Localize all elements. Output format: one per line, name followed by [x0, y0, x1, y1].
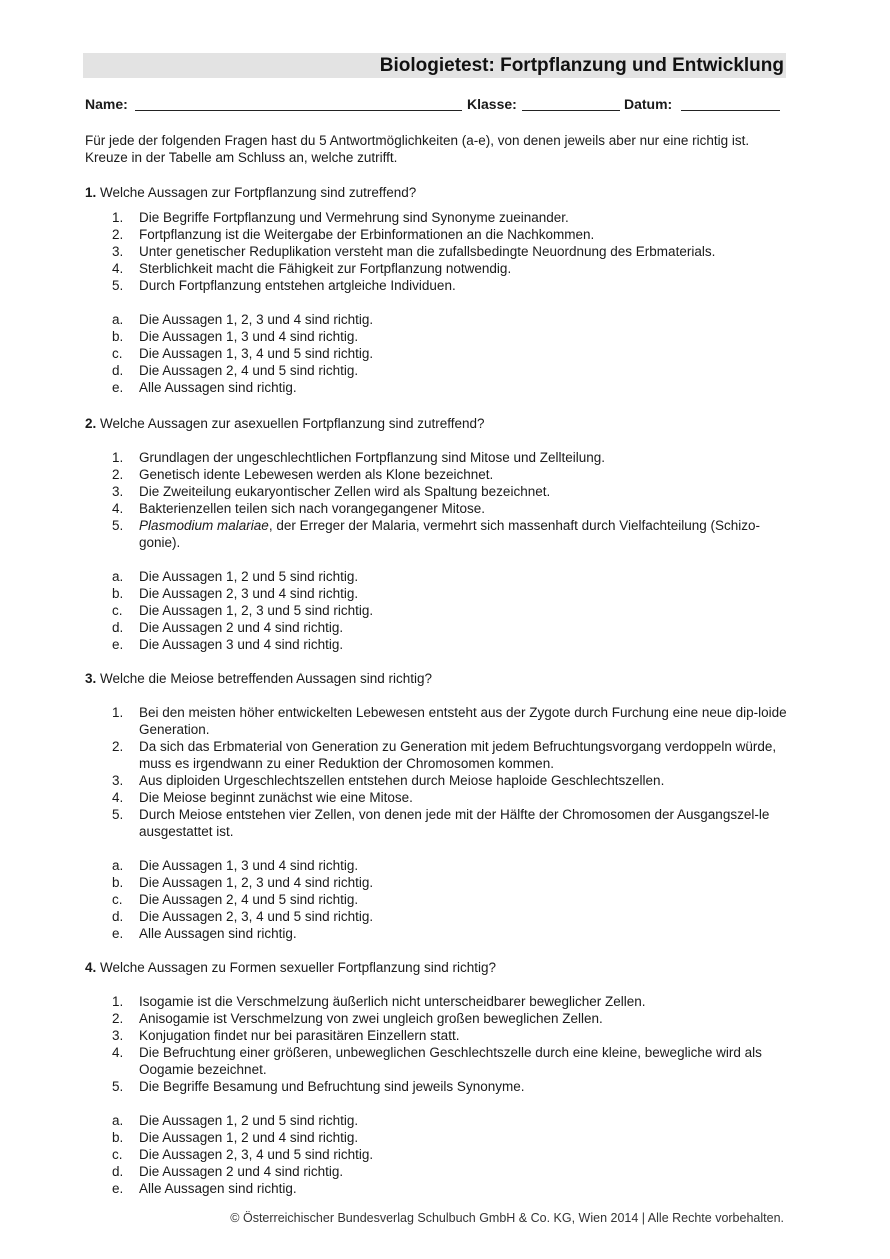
statement-item [112, 1010, 787, 1027]
option-item [112, 636, 787, 653]
statement-marker: 1. [112, 450, 124, 465]
statement-marker: 5. [112, 807, 124, 822]
option-item [112, 311, 787, 328]
statement-marker: 2. [112, 227, 124, 242]
copyright-footer: © Österreichischer Bundesverlag Schulbuch GmbH & Co. KG, Wien 2014 | Alle Rechte vorbehalten. [230, 1211, 784, 1225]
statement-text: Konjugation findet nur bei parasitären Einzellern statt. [139, 1028, 460, 1043]
statement-item [112, 1027, 787, 1044]
option-text: Die Aussagen 2, 3, 4 und 5 sind richtig. [139, 1147, 374, 1162]
statement-marker: 1. [112, 210, 124, 225]
option-item [112, 1146, 787, 1163]
option-text: Die Aussagen 1, 3 und 4 sind richtig. [139, 858, 359, 873]
option-marker: d. [112, 620, 124, 635]
question-number: 3. [85, 671, 97, 686]
statement-text: Genetisch idente Lebewesen werden als Klone bezeichnet. [139, 467, 494, 482]
option-marker: b. [112, 586, 124, 601]
question-heading [85, 415, 790, 432]
statement-item [112, 243, 787, 260]
statement-text: Grundlagen der ungeschlechtlichen Fortpflanzung sind Mitose und Zellteilung. [139, 450, 606, 465]
statement-text: Anisogamie ist Verschmelzung von zwei ungleich großen beweglichen Zellen. [139, 1011, 603, 1026]
student-fields [85, 94, 785, 114]
question-heading [85, 959, 790, 976]
option-text: Die Aussagen 3 und 4 sind richtig. [139, 637, 344, 652]
statement-item [112, 500, 787, 517]
question-1 [85, 184, 790, 396]
name-field[interactable] [135, 110, 462, 111]
statement-text: Aus diploiden Urgeschlechtszellen entstehen durch Meiose haploide Geschlechtszellen. [139, 773, 665, 788]
statement-text: Sterblichkeit macht die Fähigkeit zur Fortpflanzung notwendig. [139, 261, 512, 276]
option-marker: a. [112, 1113, 124, 1128]
option-text: Die Aussagen 2, 3, 4 und 5 sind richtig. [139, 909, 374, 924]
statement-item [112, 738, 787, 772]
option-marker: d. [112, 363, 124, 378]
statement-marker: 1. [112, 994, 124, 1009]
option-text: Die Aussagen 1, 3 und 4 sind richtig. [139, 329, 359, 344]
name-label: Name: [85, 96, 128, 112]
date-label: Datum: [624, 96, 673, 112]
statement-marker: 2. [112, 467, 124, 482]
option-item [112, 874, 787, 891]
class-label: Klasse: [467, 96, 517, 112]
statement-text: Unter genetischer Reduplikation versteht man die zufallsbedingte Neuordnung des Erbmaterials. [139, 244, 716, 259]
option-list [112, 857, 787, 942]
statement-marker: 1. [112, 705, 124, 720]
statement-text: Durch Fortpflanzung entstehen artgleiche Individuen. [139, 278, 456, 293]
option-text: Die Aussagen 2 und 4 sind richtig. [139, 620, 344, 635]
statement-item [112, 226, 787, 243]
option-list [112, 1112, 787, 1197]
option-item [112, 328, 787, 345]
statement-marker: 5. [112, 278, 124, 293]
question-number: 4. [85, 960, 97, 975]
statement-item [112, 806, 787, 840]
question-text: Welche Aussagen zu Formen sexueller Fortpflanzung sind richtig? [100, 960, 496, 975]
statement-text: Die Meiose beginnt zunächst wie eine Mitose. [139, 790, 413, 805]
statement-list [112, 449, 787, 551]
option-text: Die Aussagen 1, 2, 3 und 4 sind richtig. [139, 875, 374, 890]
statement-marker: 2. [112, 739, 124, 754]
option-item [112, 619, 787, 636]
option-marker: c. [112, 603, 123, 618]
statement-item [112, 260, 787, 277]
option-item [112, 568, 787, 585]
date-field[interactable] [681, 110, 780, 111]
statement-marker: 3. [112, 1028, 124, 1043]
statement-marker: 4. [112, 790, 124, 805]
statement-item [112, 1044, 787, 1078]
question-heading [85, 670, 790, 687]
statement-item [112, 277, 787, 294]
statement-text: Bakterienzellen teilen sich nach vorangegangener Mitose. [139, 501, 485, 516]
option-item [112, 1180, 787, 1197]
option-list [112, 568, 787, 653]
option-text: Die Aussagen 2 und 4 sind richtig. [139, 1164, 344, 1179]
statement-marker: 3. [112, 244, 124, 259]
option-marker: d. [112, 1164, 124, 1179]
statement-text: Die Begriffe Besamung und Befruchtung sind jeweils Synonyme. [139, 1079, 525, 1094]
statement-item [112, 1078, 787, 1095]
option-item [112, 379, 787, 396]
statement-item [112, 483, 787, 500]
statement-marker: 2. [112, 1011, 124, 1026]
statement-item [112, 704, 787, 738]
instructions: Für jede der folgenden Fragen hast du 5 Antwortmöglichkeiten (a-e), von denen jeweils aber nur eine richtig ist. Kreuze in der Tabelle am Schluss an, welche zutrifft. [85, 133, 750, 165]
question-number: 1. [85, 185, 97, 200]
statement-item [112, 772, 787, 789]
statement-list [112, 993, 787, 1095]
statement-text: Bei den meisten höher entwickelten Lebewesen entsteht aus der Zygote durch Furchung eine neue dip-loide Generation. [139, 705, 787, 737]
statement-marker: 4. [112, 261, 124, 276]
option-item [112, 602, 787, 619]
statement-list [112, 704, 787, 840]
page-title: Biologietest: Fortpflanzung und Entwicklung [379, 55, 784, 76]
statement-text: Die Befruchtung einer größeren, unbeweglichen Geschlechtszelle durch eine kleine, bewegliche wird als Oogamie bezeichnet. [139, 1045, 762, 1077]
option-marker: a. [112, 569, 124, 584]
option-text: Die Aussagen 1, 2 und 4 sind richtig. [139, 1130, 359, 1145]
option-marker: e. [112, 380, 124, 395]
option-text: Die Aussagen 1, 2 und 5 sind richtig. [139, 569, 359, 584]
option-text: Die Aussagen 1, 2, 3 und 4 sind richtig. [139, 312, 374, 327]
option-text: Alle Aussagen sind richtig. [139, 380, 297, 395]
option-item [112, 908, 787, 925]
statement-text: Da sich das Erbmaterial von Generation zu Generation mit jedem Befruchtungsvorgang verdoppeln würde, muss es irgendwann zu einer Reduktion der Chromosomen kommen. [139, 739, 777, 771]
option-item [112, 585, 787, 602]
option-item [112, 925, 787, 942]
option-marker: c. [112, 346, 123, 361]
statement-text: Isogamie ist die Verschmelzung äußerlich nicht unterscheidbarer beweglicher Zellen. [139, 994, 646, 1009]
statement-item [112, 517, 787, 551]
statement-text: Durch Meiose entstehen vier Zellen, von denen jede mit der Hälfte der Chromosomen der Ausgangszel-le ausgestattet ist. [139, 807, 770, 839]
option-item [112, 1163, 787, 1180]
title-bar [83, 53, 786, 78]
option-text: Die Aussagen 1, 3, 4 und 5 sind richtig. [139, 346, 374, 361]
option-text: Die Aussagen 1, 2 und 5 sind richtig. [139, 1113, 359, 1128]
statement-item [112, 449, 787, 466]
statement-list [112, 209, 787, 294]
statement-text: Fortpflanzung ist die Weitergabe der Erbinformationen an die Nachkommen. [139, 227, 595, 242]
question-4 [85, 959, 790, 1197]
statement-marker: 4. [112, 1045, 124, 1060]
option-marker: a. [112, 312, 124, 327]
statement-marker: 3. [112, 484, 124, 499]
question-text: Welche Aussagen zur asexuellen Fortpflanzung sind zutreffend? [100, 416, 485, 431]
statement-text: , der Erreger der Malaria, vermehrt sich massenhaft durch Vielfachteilung (Schizo-gonie). [139, 518, 761, 550]
option-text: Die Aussagen 2, 4 und 5 sind richtig. [139, 892, 359, 907]
question-3 [85, 670, 790, 942]
statement-item [112, 466, 787, 483]
option-text: Alle Aussagen sind richtig. [139, 1181, 297, 1196]
option-item [112, 362, 787, 379]
statement-marker: 4. [112, 501, 124, 516]
option-text: Alle Aussagen sind richtig. [139, 926, 297, 941]
option-marker: b. [112, 1130, 124, 1145]
statement-marker: 5. [112, 1079, 124, 1094]
question-2 [85, 415, 790, 653]
option-marker: c. [112, 1147, 123, 1162]
option-marker: b. [112, 875, 124, 890]
statement-text: Die Begriffe Fortpflanzung und Vermehrung sind Synonyme zueinander. [139, 210, 569, 225]
option-item [112, 1129, 787, 1146]
option-text: Die Aussagen 2, 4 und 5 sind richtig. [139, 363, 359, 378]
statement-marker: 5. [112, 518, 124, 533]
option-marker: e. [112, 1181, 124, 1196]
option-marker: c. [112, 892, 123, 907]
option-item [112, 1112, 787, 1129]
option-text: Die Aussagen 2, 3 und 4 sind richtig. [139, 586, 359, 601]
option-marker: e. [112, 637, 124, 652]
option-item [112, 345, 787, 362]
species-name: Plasmodium malariae [139, 518, 269, 533]
option-text: Die Aussagen 1, 2, 3 und 5 sind richtig. [139, 603, 374, 618]
statement-item [112, 209, 787, 226]
statement-marker: 3. [112, 773, 124, 788]
option-marker: b. [112, 329, 124, 344]
statement-item [112, 789, 787, 806]
option-marker: d. [112, 909, 124, 924]
option-marker: e. [112, 926, 124, 941]
class-field[interactable] [522, 110, 620, 111]
option-item [112, 857, 787, 874]
option-list [112, 311, 787, 396]
option-marker: a. [112, 858, 124, 873]
question-heading [85, 184, 790, 201]
question-number: 2. [85, 416, 97, 431]
statement-item [112, 993, 787, 1010]
option-item [112, 891, 787, 908]
question-text: Welche Aussagen zur Fortpflanzung sind zutreffend? [100, 185, 417, 200]
question-text: Welche die Meiose betreffenden Aussagen sind richtig? [100, 671, 432, 686]
statement-text: Die Zweiteilung eukaryontischer Zellen wird als Spaltung bezeichnet. [139, 484, 551, 499]
